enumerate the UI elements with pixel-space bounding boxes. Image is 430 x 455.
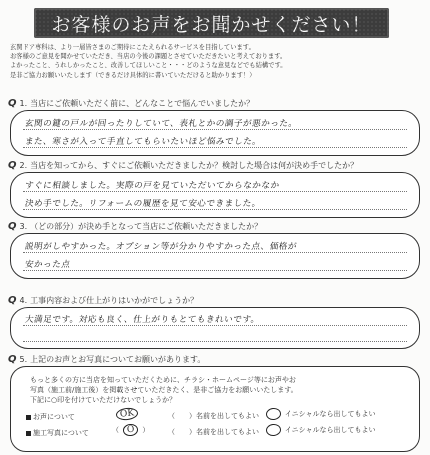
option-label: 名前を出してもよい bbox=[196, 412, 259, 420]
closing-text bbox=[30, 375, 390, 405]
circled-blank bbox=[265, 407, 281, 420]
option-label: イニシャルなら出してもよい bbox=[284, 426, 376, 434]
question-number: 1. bbox=[19, 98, 28, 108]
consent-row-photo bbox=[26, 428, 89, 438]
handwritten-answer: すぐに相談しました。実際の戸を見ていただいてからなかなか bbox=[24, 181, 281, 191]
bullet-square-icon bbox=[26, 431, 31, 436]
option-named-voice[interactable]: （ ） 名前を出してもよい bbox=[168, 412, 259, 420]
title-banner bbox=[34, 8, 389, 38]
option-named-photo[interactable]: （ ） 名前を出してもよい bbox=[168, 428, 259, 436]
handwritten-answer: 決め手でした。リフォームの履歴を見て安心できました。 bbox=[24, 199, 262, 209]
option-label: イニシャルなら出してもよい bbox=[284, 410, 376, 418]
question-text: （どの部分）が決め手となって当店にご依頼いただきましたか？ bbox=[30, 221, 263, 231]
option-ok-voice[interactable] bbox=[112, 408, 142, 420]
handwritten-answer: 安かった点 bbox=[24, 260, 72, 270]
option-label: 名前を出してもよい bbox=[196, 428, 259, 436]
question-text: 工事内容および仕上がりはいかがでしょうか？ bbox=[30, 295, 199, 305]
q-marker-icon: Q bbox=[8, 159, 17, 171]
consent-label: 施工写真について bbox=[33, 429, 89, 437]
handwritten-answer: 玄関の鍵の戸ルが回ったりしていて、表札とかの調子が悪かった。 bbox=[24, 119, 299, 129]
answer-line bbox=[23, 147, 407, 148]
option-ok-photo[interactable]: （ O ） bbox=[112, 424, 150, 436]
consent-row-voice bbox=[26, 412, 75, 422]
answer-line bbox=[23, 252, 407, 253]
option-initial-voice[interactable] bbox=[262, 408, 375, 420]
circled-blank bbox=[265, 423, 281, 436]
answer-line bbox=[23, 191, 407, 192]
question-text: 当店にご依頼いただく前に、どんなことで悩んでいましたか？ bbox=[30, 98, 255, 108]
handwritten-answer: 大満足です。対応も良く、仕上がりもとてもきれいです。 bbox=[24, 315, 261, 325]
answer-line bbox=[23, 341, 407, 342]
q-marker-icon: Q bbox=[8, 294, 17, 306]
closing-line: 写真（施工前/施工後）を掲載させていただきたく、是非ご協力をお願いいたします。 bbox=[30, 386, 298, 394]
q-marker-icon: Q bbox=[8, 220, 17, 232]
bullet-square-icon bbox=[26, 415, 31, 420]
question-2-heading bbox=[8, 158, 358, 172]
intro-text bbox=[10, 43, 420, 80]
answer-line bbox=[23, 270, 407, 271]
closing-line: もっと多くの方に当店を知っていただくために、チラシ・ホームページ等にお声やお bbox=[30, 376, 296, 384]
answer-box-2[interactable] bbox=[10, 172, 420, 218]
q-marker-icon: Q bbox=[8, 353, 17, 365]
consent-label: お声について bbox=[33, 413, 75, 421]
intro-line: よかったこと、うれしかったこと、改善してほしいこと・・・どのような意見などでも結構です。 bbox=[10, 62, 287, 70]
answer-line bbox=[23, 129, 407, 130]
answer-line bbox=[23, 325, 407, 326]
circled-answer: O bbox=[122, 423, 139, 437]
intro-line: 是非ご協力お願いいたします（できるだけ具体的に書いていただけると助かります！） bbox=[10, 71, 256, 79]
question-4-heading bbox=[8, 293, 198, 307]
question-number: 5. bbox=[19, 354, 28, 364]
question-1-heading bbox=[8, 96, 254, 110]
question-text: 上記のお声とお写真についてお願いがあります。 bbox=[30, 354, 206, 364]
answer-line bbox=[23, 209, 407, 210]
question-number: 2. bbox=[19, 160, 28, 170]
handwritten-answer: 説明がしやすかった。オプション等が分かりやすかった点、価格が bbox=[24, 242, 298, 252]
answer-box-1[interactable] bbox=[10, 110, 420, 156]
intro-line: 玄関ドア専科は、より一層皆さまのご期待にこたえられるサービスを目指しています。 bbox=[10, 44, 255, 51]
question-number: 3. bbox=[19, 221, 28, 231]
q-marker-icon: Q bbox=[8, 97, 17, 109]
question-number: 4. bbox=[19, 295, 28, 305]
question-3-heading bbox=[8, 219, 262, 233]
page-title: お客様のお声をお聞かせください！ bbox=[51, 13, 372, 36]
handwritten-answer: また、寒さが入って手直してもらいたいほど悩みでした。 bbox=[24, 137, 263, 147]
banner-texture bbox=[34, 8, 389, 38]
question-text: 当店を知ってから、すぐにご依頼いただきましたか？検討した場合は何が決め手でしたか？ bbox=[30, 160, 359, 170]
option-initial-photo[interactable] bbox=[262, 424, 375, 436]
question-5-heading bbox=[8, 352, 205, 366]
circled-answer: OK bbox=[115, 407, 138, 421]
closing-line: 下記に○印を付けていただけないでしょうか？ bbox=[30, 396, 177, 404]
answer-box-4[interactable] bbox=[10, 307, 420, 349]
intro-line: お客様のご意見を聞かせていただき、当店の今後の課題とさせていただきたいと考えております。 bbox=[10, 53, 287, 61]
answer-box-3[interactable] bbox=[10, 233, 420, 279]
